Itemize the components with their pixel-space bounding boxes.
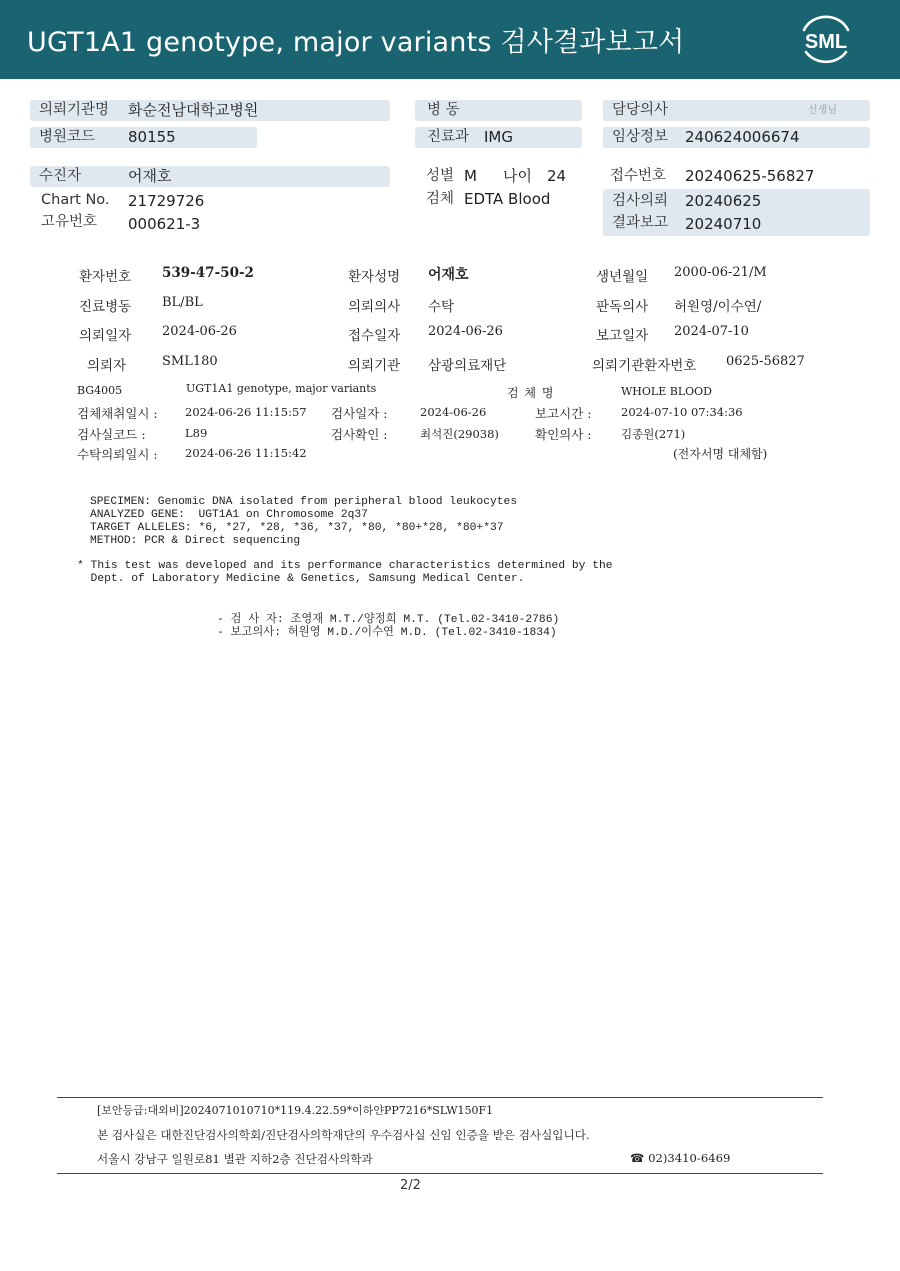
lab-code-value: L89	[185, 426, 208, 440]
req-doctor-label: 의뢰의사	[348, 299, 401, 315]
doctor-suffix: 선생님	[808, 105, 837, 116]
sml-logo	[796, 12, 856, 66]
age-label: 나이	[503, 167, 532, 185]
performance-note-2: Dept. of Laboratory Medicine & Genetics, Samsung Medical Center.	[77, 573, 525, 585]
specimen-label: 검체	[426, 191, 455, 207]
certification-line: 본 검사실은 대한진단검사의학회/진단검사의학재단의 우수검사실 신임 인증을 받은 검사실입니다.	[97, 1128, 590, 1142]
hospital-code-value: 80155	[128, 128, 176, 146]
receipt-value: 20240625-56827	[685, 167, 815, 185]
patient-value: 어재호	[128, 167, 172, 185]
req-patient-no-value: 0625-56827	[726, 354, 805, 369]
confirm-value: 최석진(29038)	[420, 427, 499, 441]
collect-value: 2024-06-26 11:15:57	[185, 405, 307, 419]
patient-no-value: 539-47-50-2	[162, 265, 254, 281]
reading-doctor-value: 허원영/이수연/	[674, 299, 762, 315]
department-label: 진료과	[427, 129, 470, 145]
birth-label: 생년월일	[596, 269, 649, 285]
chart-value: 21729726	[128, 192, 205, 210]
report-date-label: 보고일자	[596, 328, 649, 344]
institution-label: 의뢰기관명	[39, 102, 110, 118]
clinical-value: 240624006674	[685, 128, 800, 146]
specimen-value: EDTA Blood	[464, 190, 551, 208]
age-value: 24	[547, 167, 567, 185]
report-title: UGT1A1 genotype, major variants 검사결과보고서	[27, 27, 685, 58]
report-label: 결과보고	[612, 215, 669, 231]
patient-name-label: 환자성명	[348, 269, 401, 285]
footer-bottom-rule	[57, 1173, 823, 1174]
commission-value: 2024-06-26 11:15:42	[185, 446, 307, 460]
test-code: BG4005	[77, 384, 123, 397]
staff-reporter: - 보고의사: 허원영 M.D./이수연 M.D. (Tel.02-3410-1834)	[217, 627, 557, 639]
report-time-value: 2024-07-10 07:34:36	[621, 405, 743, 419]
birth-value: 2000-06-21/M	[674, 265, 767, 280]
svg-text:SML: SML	[804, 31, 848, 53]
page-number: 2/2	[400, 1178, 421, 1193]
method-gene: ANALYZED GENE: UGT1A1 on Chromosome 2q37	[90, 509, 368, 521]
unique-value: 000621-3	[128, 215, 201, 233]
test-date-label: 검사일자 :	[331, 406, 388, 421]
patient-no-label: 환자번호	[79, 269, 132, 285]
report-value: 20240710	[685, 215, 762, 233]
performance-note-1: * This test was developed and its performance characteristics determined by the	[77, 560, 613, 572]
req-institution-value: 삼광의료재단	[428, 358, 507, 374]
chart-label: Chart No.	[41, 192, 110, 208]
request-date-value: 2024-06-26	[162, 324, 237, 339]
requester-value: SML180	[162, 354, 218, 369]
esign-note: (전자서명 대체함)	[673, 447, 768, 461]
request-value: 20240625	[685, 192, 762, 210]
unique-label: 고유번호	[41, 214, 98, 230]
test-date-value: 2024-06-26	[420, 405, 487, 419]
receipt-date-label: 접수일자	[348, 328, 401, 344]
receipt-date-value: 2024-06-26	[428, 324, 503, 339]
specimen-name-label: 검 체 명	[507, 386, 555, 400]
patient-name-value: 어재호	[428, 267, 469, 283]
confirm-doctor-value: 김종원(271)	[621, 427, 686, 441]
request-label: 검사의뢰	[612, 193, 669, 209]
method-alleles: TARGET ALLELES: *6, *27, *28, *36, *37, *80, *80+*28, *80+*37	[90, 522, 504, 534]
reading-doctor-label: 판독의사	[596, 299, 649, 315]
hospital-code-label: 병원코드	[39, 129, 96, 145]
confirm-label: 검사확인 :	[331, 427, 388, 442]
receipt-label: 접수번호	[610, 168, 667, 184]
collect-label: 검체채취일시 :	[77, 406, 158, 421]
ward-row-value: BL/BL	[162, 295, 203, 310]
confirm-doctor-label: 확인의사 :	[535, 427, 592, 442]
commission-label: 수탁의뢰일시 :	[77, 447, 158, 462]
lab-code-label: 검사실코드 :	[77, 427, 146, 442]
department-value: IMG	[484, 128, 513, 146]
requester-label: 의뢰자	[87, 358, 127, 374]
patient-label: 수진자	[39, 168, 82, 184]
report-time-label: 보고시간 :	[535, 406, 592, 421]
patient-field	[30, 166, 390, 187]
clinical-label: 임상정보	[612, 129, 669, 145]
ward-label: 병 동	[427, 102, 460, 118]
sex-label: 성별	[426, 168, 455, 184]
specimen-name-value: WHOLE BLOOD	[621, 385, 712, 398]
req-patient-no-label: 의뢰기관환자번호	[592, 358, 697, 374]
ward-field	[415, 100, 582, 121]
address-line: 서울시 강남구 일원로81 별관 지하2층 진단검사의학과	[97, 1152, 373, 1166]
method-specimen: SPECIMEN: Genomic DNA isolated from peripheral blood leukocytes	[90, 496, 518, 508]
report-header	[0, 0, 900, 79]
ward-row-label: 진료병동	[79, 299, 132, 315]
security-line: [보안등급:대외비]2024071010710*119.4.22.59*이하얀PP7216*SLW150F1	[97, 1104, 494, 1117]
test-name: UGT1A1 genotype, major variants	[186, 382, 377, 395]
footer-top-rule	[57, 1097, 823, 1098]
phone-line: ☎ 02)3410-6469	[630, 1151, 731, 1165]
report-date-value: 2024-07-10	[674, 324, 749, 339]
request-date-label: 의뢰일자	[79, 328, 132, 344]
req-doctor-value: 수탁	[428, 299, 455, 315]
staff-tester: - 검 사 자: 조영재 M.T./양정희 M.T. (Tel.02-3410-2786)	[217, 614, 560, 626]
sex-value: M	[464, 167, 477, 185]
institution-value: 화순전남대학교병원	[128, 101, 259, 119]
req-institution-label: 의뢰기관	[348, 358, 401, 374]
doctor-label: 담당의사	[612, 102, 669, 118]
method-technique: METHOD: PCR & Direct sequencing	[90, 535, 301, 547]
